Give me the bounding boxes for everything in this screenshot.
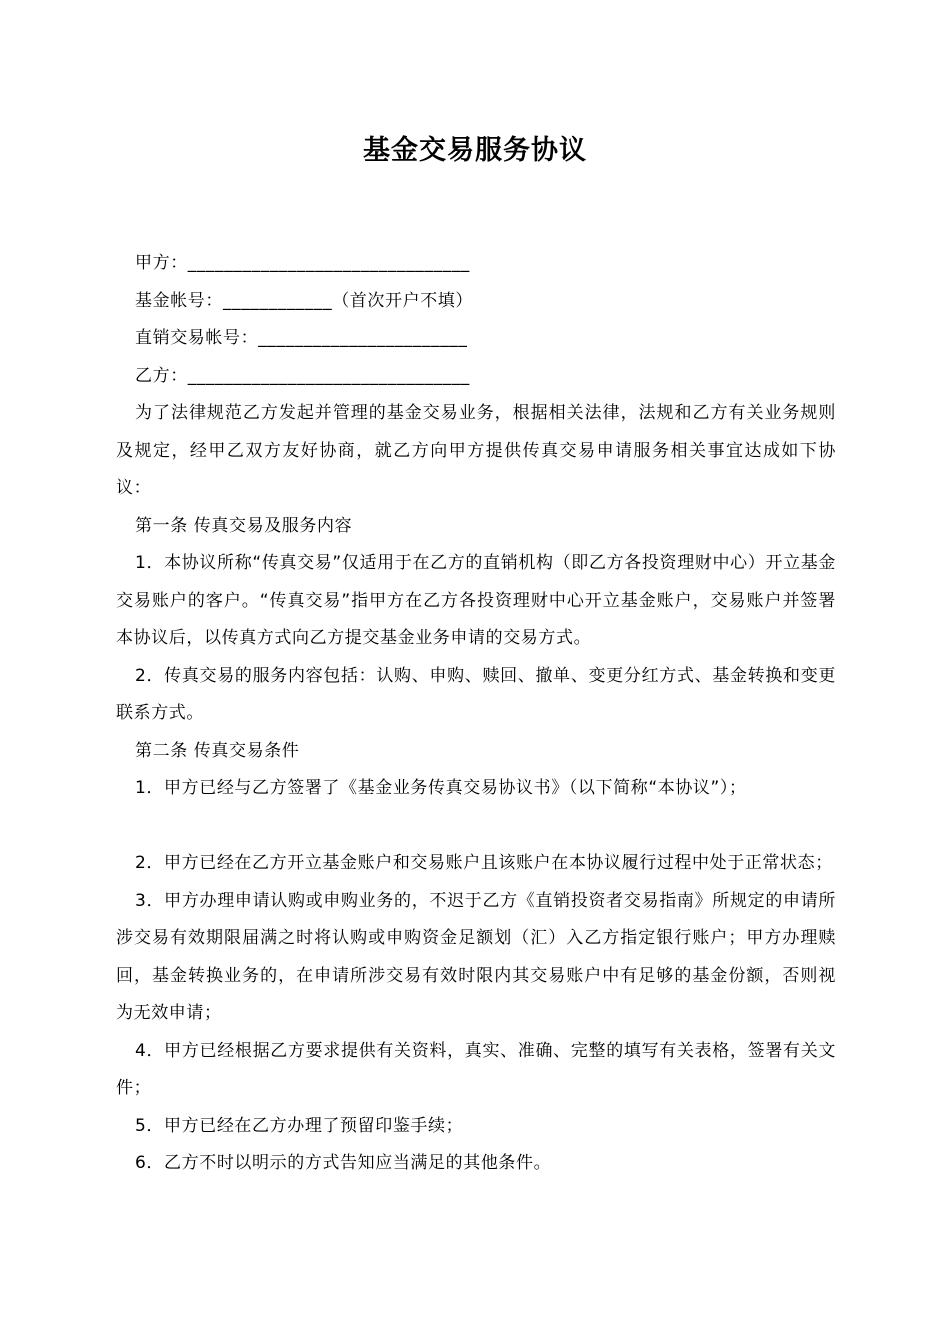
article-1-heading: 第一条 传真交易及服务内容 <box>135 515 353 536</box>
article-2-item: 1．甲方已经与乙方签署了《基金业务传真交易协议书》（以下简称“本协议”）； <box>135 778 747 798</box>
direct-account-field: 直销交易帐号：_______________________ <box>135 328 468 348</box>
article-2-item: 6．乙方不时以明示的方式告知应当满足的其他条件。 <box>135 1153 552 1173</box>
article-2-item: 4．甲方已经根据乙方要求提供有关资料，真实、准确、完整的填写有关表格，签署有关文件； <box>116 1040 836 1098</box>
paragraph-gap <box>116 808 836 846</box>
fund-account-field: 基金帐号：____________（首次开户不填） <box>135 290 473 311</box>
article-1-item: 1．本协议所称“传真交易”仅适用于在乙方的直销机构（即乙方各投资理财中心）开立基金交易账户的客户。“传真交易”指甲方在乙方各投资理财中心开立基金账户，交易账户并签署本协议后，以传真方式向乙方提交基金业务申请的交易方式。 <box>116 553 836 648</box>
intro-paragraph: 为了法律规范乙方发起并管理的基金交易业务，根据相关法律，法规和乙方有关业务规则及规定，经甲乙双方友好协商，就乙方向甲方提供传真交易申请服务相关事宜达成如下协议： <box>116 403 836 498</box>
party-b-field: 乙方：_______________________________ <box>135 365 470 386</box>
party-a-field: 甲方：_______________________________ <box>135 253 470 273</box>
article-2-heading: 第二条 传真交易条件 <box>135 740 300 761</box>
document-title: 基金交易服务协议 <box>363 135 587 166</box>
article-2-item: 5．甲方已经在乙方办理了预留印鉴手续； <box>135 1115 464 1136</box>
article-2-item: 2．甲方已经在乙方开立基金账户和交易账户且该账户在本协议履行过程中处于正常状态； <box>135 853 833 873</box>
document-body <box>116 245 836 1183</box>
article-1-item: 2．传真交易的服务内容包括：认购、申购、赎回、撤单、变更分红方式、基金转换和变更联系方式。 <box>116 665 836 723</box>
article-2-item: 3．甲方办理申请认购或申购业务的，不迟于乙方《直销投资者交易指南》所规定的申请所涉交易有效期限届满之时将认购或申购资金足额划（汇）入乙方指定银行账户；甲方办理赎回，基金转换业务的，在申请所涉交易有效时限内其交易账户中有足够的基金份额，否则视为无效申请； <box>116 890 836 1023</box>
